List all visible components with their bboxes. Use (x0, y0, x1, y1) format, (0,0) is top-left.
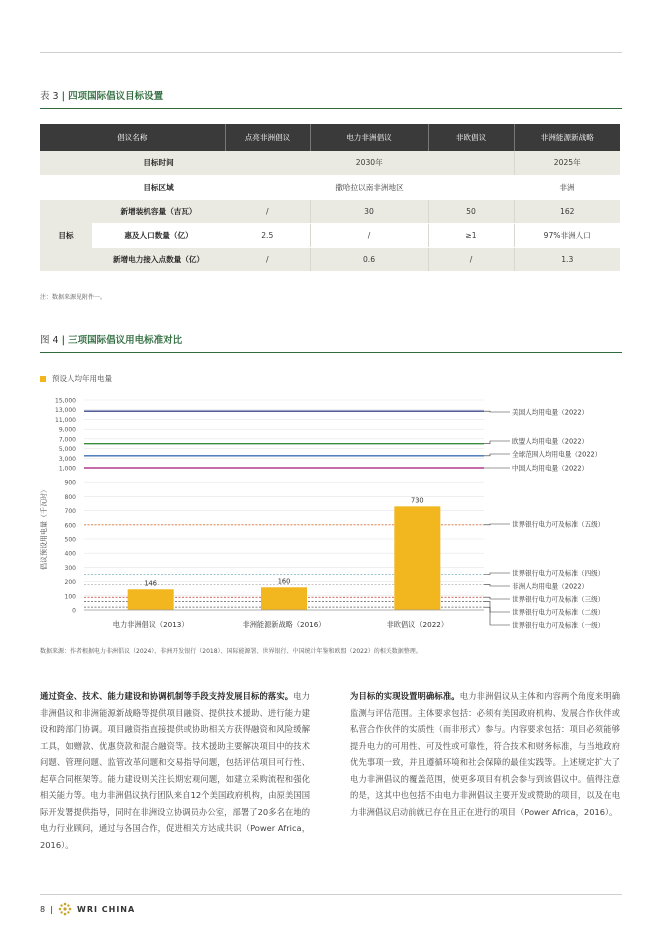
table-row (40, 175, 620, 199)
reference-label: 全球范围人均用电量（2022） (512, 450, 602, 459)
reference-label: 世界银行电力可及标准（四级） (512, 569, 605, 578)
bar-value-label: 160 (277, 577, 291, 586)
y-axis-label: 倡议预设用电量（千瓦时） (40, 486, 48, 570)
reference-leader (484, 573, 510, 575)
table-row (40, 223, 620, 247)
bar-value-label: 146 (144, 579, 157, 588)
row-label: 新增电力接入点数量（亿） (92, 247, 225, 271)
reference-label: 非洲人均用电量（2022） (512, 582, 589, 591)
table-cell: 30 (310, 199, 428, 223)
y-tick-label: 200 (64, 579, 76, 587)
reference-leader (484, 411, 510, 412)
figure-source: 数据来源：作者根据电力非洲倡议（2024）、非洲开发银行（2018）、国际能源署、世界银行、中国统计年鉴和欧盟（2022）的相关数据整理。 (40, 648, 422, 655)
reference-label: 世界银行电力可及标准（一级） (512, 621, 605, 630)
y-tick-label: 11,000 (55, 416, 76, 424)
reference-leader (484, 584, 510, 586)
reference-leader (484, 524, 510, 525)
table-name: 四项国际倡议目标设置 (68, 91, 164, 102)
group-label: 目标 (40, 199, 92, 271)
reference-label: 欧盟人均用电量（2022） (512, 437, 589, 446)
paragraph-lead: 为目标的实现设置明确标准。 (350, 691, 460, 701)
body-column-left (40, 688, 310, 853)
y-tick-label: 300 (64, 564, 76, 572)
y-tick-label: 900 (64, 479, 76, 487)
figure-name: 三项国际倡议用电标准对比 (68, 335, 183, 346)
table-cell: / (225, 247, 310, 271)
header-cell: 倡议名称 (40, 124, 225, 151)
reference-label: 中国人均用电量（2022） (512, 464, 589, 473)
reference-leader (484, 454, 510, 456)
y-tick-label: 500 (64, 536, 76, 544)
table-cell: / (428, 247, 514, 271)
chart-legend (40, 373, 112, 384)
figure-title-rule (40, 352, 622, 353)
top-rule (40, 52, 622, 53)
bar (261, 587, 307, 610)
brand-name: WRI CHINA (77, 904, 136, 914)
table-cell: / (310, 223, 428, 247)
row-label: 目标区域 (92, 175, 225, 199)
table-title-rule (40, 108, 622, 109)
header-cell: 电力非洲倡议 (310, 124, 428, 151)
bar (128, 589, 174, 610)
header-cell: 非洲能源新战略 (514, 124, 620, 151)
table-row (40, 151, 620, 175)
table-cell: 50 (428, 199, 514, 223)
reference-leader (484, 601, 510, 612)
table-cell: 162 (514, 199, 620, 223)
reference-label: 美国人均用电量（2022） (512, 408, 589, 417)
legend-label: 预设人均年用电量 (52, 374, 112, 383)
table-cell: / (225, 199, 310, 223)
row-label: 新增装机容量（吉瓦） (92, 199, 225, 223)
reference-leader (484, 607, 510, 625)
body-column-right (350, 688, 620, 820)
legend-swatch (40, 376, 46, 382)
bar (394, 506, 440, 610)
table-number: 表 3 (40, 91, 59, 102)
wri-logo-icon (58, 902, 72, 916)
y-tick-label: 7,000 (58, 436, 76, 444)
y-tick-label: 15,000 (55, 397, 76, 405)
paragraph-text: 电力非洲倡议和非洲能源新战略等提供项目融资、提供技术援助、进行能力建设和跨部门协调。项目融资指直接提供或协助相关方获得融资和风险缓解工具，如赠款、优惠贷款和混合融资等。技术援助主要解决项目中的技术问题、管理问题、监管改革问题和交易指导问题，包括评估项目可行性、起草合同框架等。能力建设则关注长期宏观问题，如建立采购流程和强化相关能力等。电力非洲倡议执行团队来自12个美国政府机构，由原美国国际开发署提供指导，同时在非洲设立协调员办公室，部署了20多名在地的电力行业顾问，通过与各国合作，促进相关方达成共识（Power Africa，2016）。 (40, 691, 310, 850)
row-label: 目标时间 (92, 151, 225, 175)
table-cell: 撒哈拉以南非洲地区 (225, 175, 514, 199)
page-number: 8 (40, 904, 46, 914)
x-tick-label: 非洲能源新战略（2016） (242, 620, 326, 629)
reference-label: 世界银行电力可及标准（二级） (512, 608, 605, 617)
header-cell: 点亮非洲倡议 (225, 124, 310, 151)
bar-chart (0, 390, 662, 640)
table-cell: 97%非洲人口 (514, 223, 620, 247)
x-tick-label: 非欧倡议（2022） (386, 620, 449, 629)
y-tick-label: 13,000 (55, 407, 76, 415)
table-cell: 2.5 (225, 223, 310, 247)
table-cell: ≥1 (428, 223, 514, 247)
paragraph-lead: 通过资金、技术、能力建设和协调机制等手段支持发展目标的落实。 (40, 691, 294, 701)
table-title: 表 3 | 四项国际倡议目标设置 (40, 91, 164, 102)
y-tick-label: 400 (64, 550, 76, 558)
y-tick-label: 700 (64, 508, 76, 516)
table-cell: 2030年 (225, 151, 514, 175)
figure-number: 图 4 (40, 335, 59, 346)
paragraph-text: 电力非洲倡议从主体和内容两个角度来明确监测与评估范围。主体要求包括：必须有美国政府机构、发展合作伙伴或私营合作伙伴的实质性（而非形式）参与。内容要求包括：项目必须能够提升电力的可用性、可及性或可靠性，符合技术和财务标准，与当地政府优先事项一致，并且遵循环境和社会保障的最佳实践等。上述规定扩大了电力非洲倡议的覆盖范围，使更多项目有机会参与到该倡议中。值得注意的是，这其中也包括不由电力非洲倡议主要开发或赞助的项目，以及在电力非洲倡议启动前就已存在且正在进行的项目（Power Africa，2016）。 (350, 691, 620, 817)
row-label: 惠及人口数量（亿） (92, 223, 225, 247)
header-cell: 非欧倡议 (428, 124, 514, 151)
y-tick-label: 800 (64, 493, 76, 501)
table-row (40, 199, 620, 223)
x-tick-label: 电力非洲倡议（2013） (112, 620, 189, 629)
goals-table (40, 124, 620, 272)
table-header-row (40, 124, 620, 151)
reference-label: 世界银行电力可及标准（三级） (512, 595, 605, 604)
footer: 8 | WRI CHINA (40, 902, 135, 916)
table-note: 注：数据来源见附件一。 (40, 294, 107, 301)
table-row (40, 247, 620, 271)
bar-value-label: 730 (411, 496, 424, 505)
table-cell: 2025年 (514, 151, 620, 175)
bottom-rule (40, 894, 622, 895)
y-tick-label: 0 (72, 607, 76, 615)
table-cell: 0.6 (310, 247, 428, 271)
table-cell: 1.3 (514, 247, 620, 271)
y-tick-label: 9,000 (58, 426, 76, 434)
reference-leader (484, 597, 510, 599)
y-tick-label: 600 (64, 522, 76, 530)
figure-title: 图 4 | 三项国际倡议用电标准对比 (40, 335, 183, 346)
y-tick-label: 3,000 (58, 455, 76, 463)
y-tick-label: 5,000 (58, 446, 76, 454)
reference-label: 世界银行电力可及标准（五级） (512, 520, 605, 529)
y-tick-label: 100 (64, 593, 76, 601)
y-tick-label: 1,000 (58, 465, 76, 473)
table-cell: 非洲 (514, 175, 620, 199)
reference-leader (484, 441, 510, 444)
